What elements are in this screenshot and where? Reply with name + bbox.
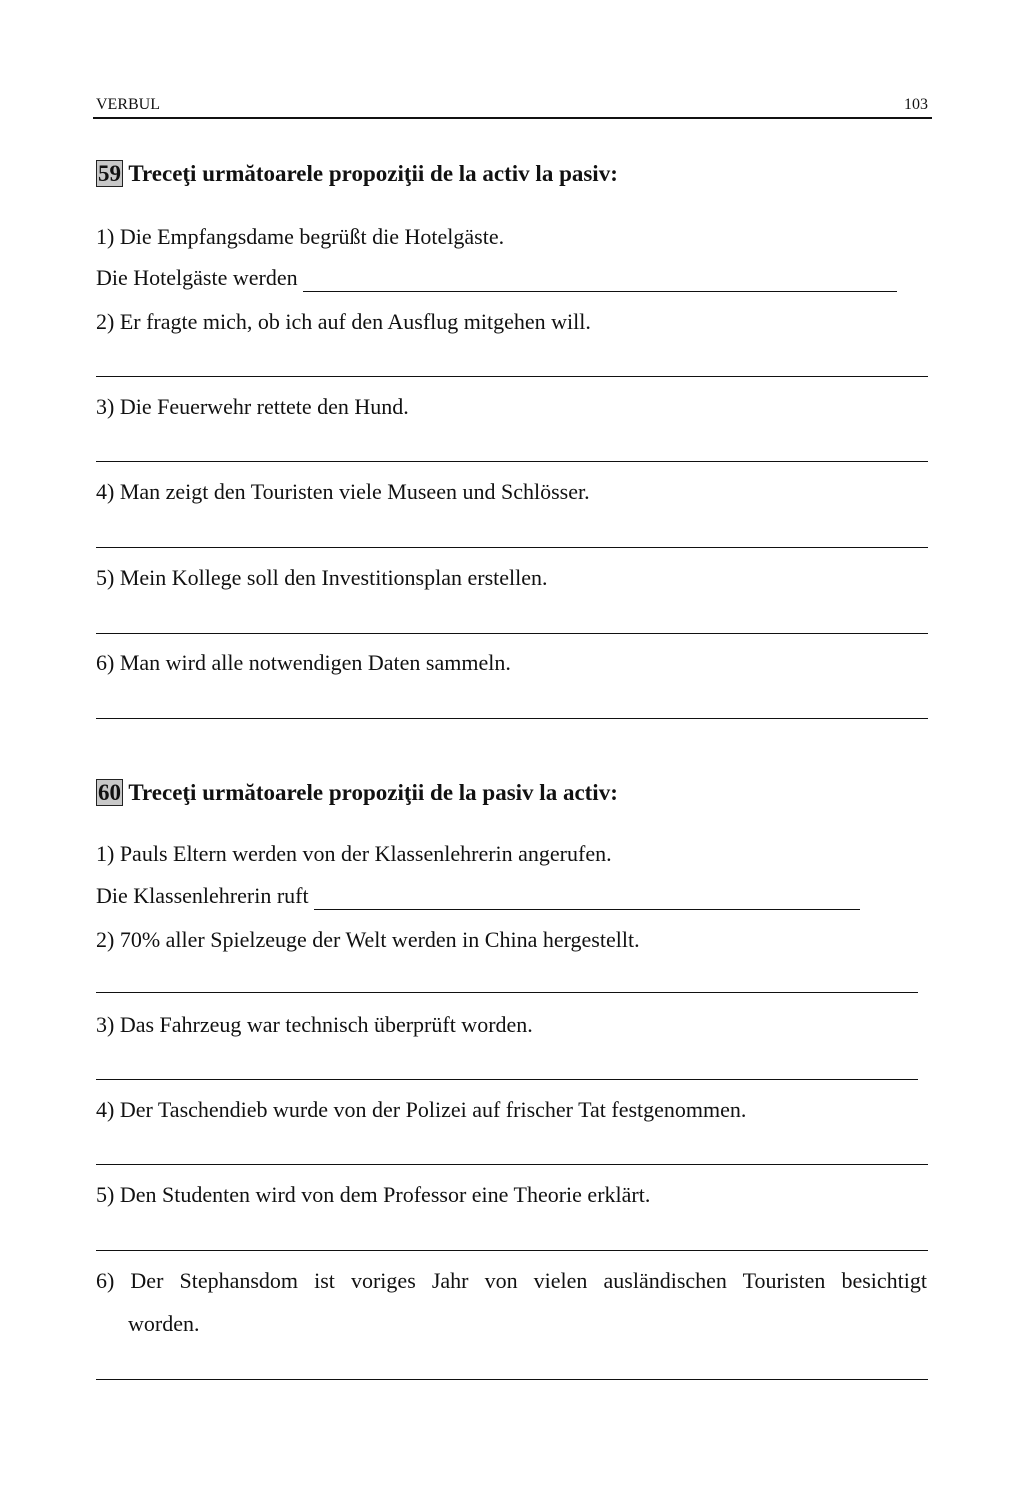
prompt-text: Die Klassenlehrerin ruft [96, 883, 309, 908]
answer-line[interactable] [96, 718, 928, 719]
answer-prompt [96, 883, 860, 910]
item: 4) Man zeigt den Touristen viele Museen und Schlösser. [96, 479, 590, 504]
answer-line[interactable] [96, 633, 928, 634]
header-rule [93, 117, 932, 119]
running-header: VERBUL [96, 96, 160, 113]
item: 2) 70% aller Spielzeuge der Welt werden in China hergestellt. [96, 927, 640, 952]
answer-line[interactable] [96, 461, 928, 462]
exercise-number: 59 [98, 161, 121, 186]
prompt-text: Die Hotelgäste werden [96, 265, 298, 290]
item: 4) Der Taschendieb wurde von der Polizei auf frischer Tat festgenommen. [96, 1097, 747, 1122]
item: 5) Mein Kollege soll den Investitionsplan erstellen. [96, 565, 548, 590]
answer-blank[interactable] [303, 265, 897, 292]
exercise-title: Treceţi următoarele propoziţii de la activ la pasiv: [128, 161, 618, 186]
item: 3) Die Feuerwehr rettete den Hund. [96, 394, 409, 419]
answer-line[interactable] [96, 1250, 928, 1251]
exercise-title: Treceţi următoarele propoziţii de la pasiv la activ: [128, 780, 618, 805]
item: 6) Man wird alle notwendigen Daten sammeln. [96, 650, 511, 675]
item-continuation: worden. [128, 1311, 200, 1336]
item: 5) Den Studenten wird von dem Professor eine Theorie erklärt. [96, 1182, 651, 1207]
answer-line[interactable] [96, 1379, 928, 1380]
answer-line[interactable] [96, 1079, 918, 1080]
item: 1) Pauls Eltern werden von der Klassenlehrerin angerufen. [96, 841, 612, 866]
item: 1) Die Empfangsdame begrüßt die Hotelgäste. [96, 224, 505, 249]
answer-line[interactable] [96, 992, 918, 993]
exercise-number: 60 [98, 780, 121, 805]
item: 2) Er fragte mich, ob ich auf den Ausflug mitgehen will. [96, 309, 591, 334]
item: 6) Der Stephansdom ist voriges Jahr von vielen ausländischen Touristen besichtigt [96, 1268, 927, 1293]
answer-blank[interactable] [314, 883, 860, 910]
answer-prompt [96, 265, 897, 292]
item: 3) Das Fahrzeug war technisch überprüft worden. [96, 1012, 533, 1037]
answer-line[interactable] [96, 1164, 928, 1165]
answer-line[interactable] [96, 547, 928, 548]
exercise-60-heading [96, 780, 618, 806]
page-number: 103 [904, 96, 928, 113]
exercise-59-heading [96, 161, 618, 187]
answer-line[interactable] [96, 376, 928, 377]
